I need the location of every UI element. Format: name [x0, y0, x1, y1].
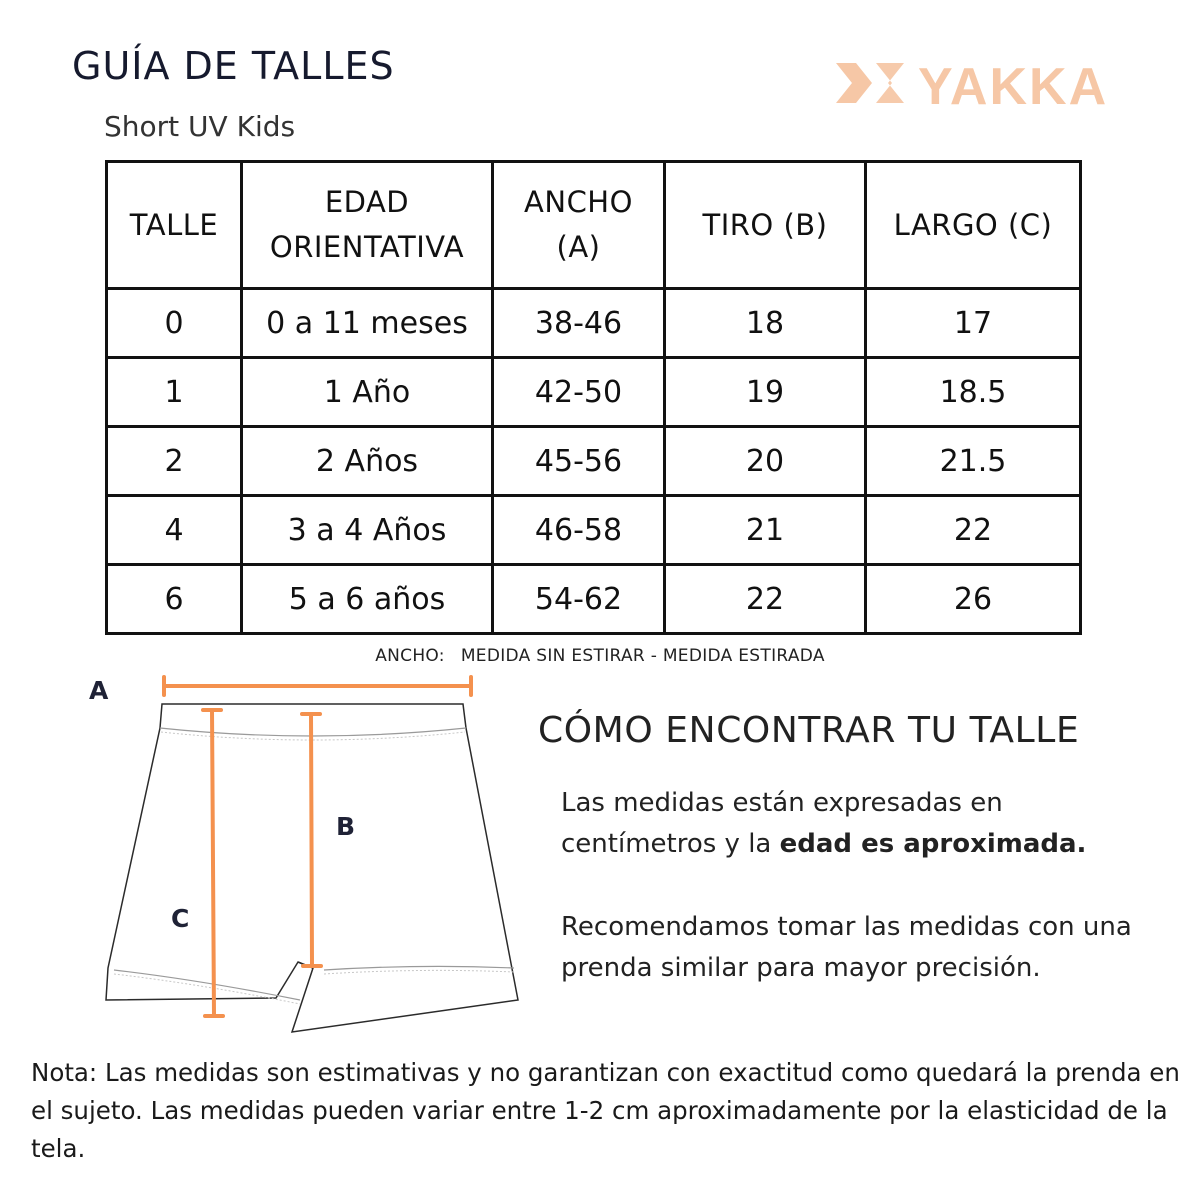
table-cell: 20	[665, 427, 866, 496]
measure-b-label: B	[336, 812, 356, 841]
column-header: TIRO (B)	[665, 162, 866, 289]
table-cell: 22	[866, 496, 1081, 565]
ancho-note-label: ANCHO:	[375, 646, 445, 666]
table-header-row	[107, 162, 1081, 289]
column-header: LARGO (C)	[866, 162, 1081, 289]
size-table	[105, 160, 1082, 635]
table-cell: 6	[107, 565, 242, 634]
howto-heading: CÓMO ENCONTRAR TU TALLE	[538, 710, 1080, 751]
paragraph-bold: edad es aproximada.	[779, 829, 1087, 859]
table-row	[107, 565, 1081, 634]
measure-a-label: A	[89, 676, 109, 705]
measure-c-label: C	[171, 904, 190, 933]
table-row	[107, 289, 1081, 358]
page-title: GUÍA DE TALLES	[72, 44, 395, 88]
table-cell: 17	[866, 289, 1081, 358]
howto-paragraph-1	[561, 783, 1121, 865]
table-cell: 0 a 11 meses	[242, 289, 493, 358]
table-cell: 0	[107, 289, 242, 358]
table-cell: 19	[665, 358, 866, 427]
measure-a-line	[164, 677, 471, 695]
table-row	[107, 358, 1081, 427]
disclaimer-note: Nota: Las medidas son estimativas y no garantizan con exactitud como quedará la prenda en el sujeto. Las medidas pueden variar entre 1-2 cm aproximadamente por la elasticidad de la tela.	[31, 1058, 1180, 1163]
table-cell: 2 Años	[242, 427, 493, 496]
table-cell: 26	[866, 565, 1081, 634]
shorts-illustration	[80, 668, 530, 1038]
column-header: EDAD ORIENTATIVA	[242, 162, 493, 289]
paragraph-text: Recomendamos tomar las medidas con una prenda similar para mayor precisión.	[561, 912, 1132, 983]
paragraph-text: Las medidas están expresadas en centímetros y la	[561, 788, 1003, 859]
table-cell: 1	[107, 358, 242, 427]
table-cell: 42-50	[493, 358, 665, 427]
column-header: TALLE	[107, 162, 242, 289]
measure-c-line	[203, 710, 223, 1016]
table-cell: 4	[107, 496, 242, 565]
table-cell: 22	[665, 565, 866, 634]
table-cell: 45-56	[493, 427, 665, 496]
howto-paragraph-2	[561, 907, 1181, 989]
table-cell: 3 a 4 Años	[242, 496, 493, 565]
table-cell: 46-58	[493, 496, 665, 565]
table-cell: 2	[107, 427, 242, 496]
yakka-logo	[834, 55, 1134, 111]
ancho-note	[0, 646, 1200, 666]
product-subtitle: Short UV Kids	[104, 110, 296, 143]
measure-b-line	[302, 714, 321, 966]
svg-text:YAKKA: YAKKA	[918, 58, 1109, 111]
table-cell: 1 Año	[242, 358, 493, 427]
table-cell: 21.5	[866, 427, 1081, 496]
table-row	[107, 496, 1081, 565]
table-row	[107, 427, 1081, 496]
table-cell: 38-46	[493, 289, 665, 358]
table-cell: 5 a 6 años	[242, 565, 493, 634]
table-cell: 18	[665, 289, 866, 358]
table-cell: 21	[665, 496, 866, 565]
shorts-diagram	[80, 668, 530, 1038]
column-header: ANCHO (A)	[493, 162, 665, 289]
ancho-note-text: MEDIDA SIN ESTIRAR - MEDIDA ESTIRADA	[460, 646, 825, 666]
table-cell: 18.5	[866, 358, 1081, 427]
table-cell: 54-62	[493, 565, 665, 634]
